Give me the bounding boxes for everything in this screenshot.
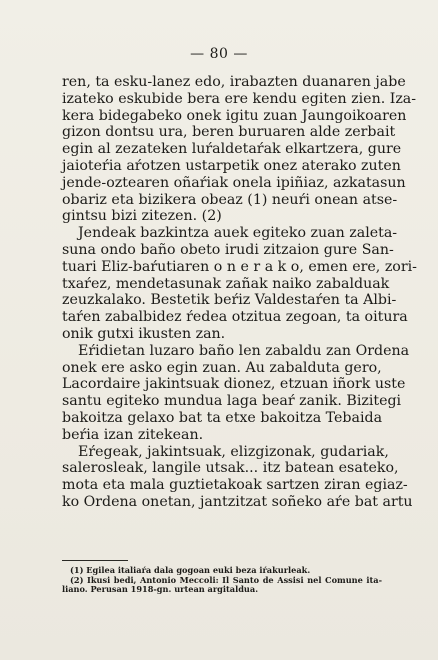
footnote-line: (1) Egilea italiaŕa dala gogoan euki beza iŕakurleak. — [70, 565, 311, 575]
text-line: gizon dontsu ura, beren buruaren alde zerbait — [62, 124, 396, 141]
text-line: egin al zezateken luŕaldetaŕak elkartzera, gure — [62, 141, 402, 158]
text-line: kera bidegabeko onek igitu zuan Jaungoikoaren — [62, 107, 407, 124]
text-line: onek ere asko egin zuan. Au zabalduta gero, — [62, 359, 382, 376]
text-line: Jendeak bazkintza auek egiteko zuan zaleta- — [78, 225, 398, 242]
text-line: tuari Eliz-baŕutiaren o n e r a k o, emen ere, zori- — [62, 258, 417, 275]
text-line: salerosleak, langile utsak... itz batean esateko, — [62, 460, 399, 477]
text-line: Eŕidietan luzaro baño len zabaldu zan Ordena — [78, 342, 410, 359]
footnote-line: liano. Perusan 1918-gn. urtean argitaldua. — [62, 584, 259, 595]
text-line: obariz eta bizikera obeaz (1) neuŕi onean atse- — [62, 191, 398, 208]
text-line: jaioteŕia aŕotzen ustarpetik onez aterako zuten — [62, 157, 401, 174]
text-line: Eŕegeak, jakintsuak, elizgizonak, gudariak, — [78, 443, 389, 460]
body-text — [62, 74, 417, 511]
footnote-divider — [62, 560, 128, 561]
text-line: gintsu bizi zitezen. (2) — [62, 208, 222, 225]
footnote-line: (2) Ikusi bedi, Antonio Meccoli: Il Santo de Assisi nel Comune ita- — [70, 574, 382, 585]
text-line: izateko eskubide bera ere kendu egiten zien. Iza- — [62, 90, 417, 107]
text-line: ren, ta esku-lanez edo, irabazten duanaren jabe — [62, 74, 406, 90]
text-line: taŕen zabalbidez ŕedea otzitua zegoan, ta oitura — [62, 309, 408, 326]
text-line: beŕia izan zitekean. — [62, 426, 204, 443]
text-line: suna ondo baño obeto irudi zitzaion gure San- — [62, 241, 394, 258]
text-line: santu egiteko mundua laga beaŕ zanik. Bizitegi — [62, 393, 402, 410]
footnotes — [62, 566, 382, 595]
text-line: Lacordaire jakintsuak dionez, etzuan iñork uste — [62, 376, 406, 393]
text-line: onik gutxi ikusten zan. — [62, 325, 226, 342]
text-line: jende-oztearen oñaŕiak onela ipiñiaz, azkatasun — [62, 174, 406, 191]
text-line: bakoitza gelaxo bat ta etxe bakoitza Tebaida — [62, 409, 383, 426]
page-number: — 80 — — [190, 46, 248, 62]
text-line: txaŕez, mendetasunak zañak naiko zabalduak — [62, 275, 390, 292]
text-line: mota eta mala guztietakoak sartzen ziran egiaz- — [62, 477, 408, 494]
text-line: ko Ordena onetan, jantzitzat soñeko aŕe bat artu — [62, 493, 413, 510]
text-line: zeuzkalako. Bestetik beŕiz Valdestaŕen ta Albi- — [62, 292, 397, 309]
